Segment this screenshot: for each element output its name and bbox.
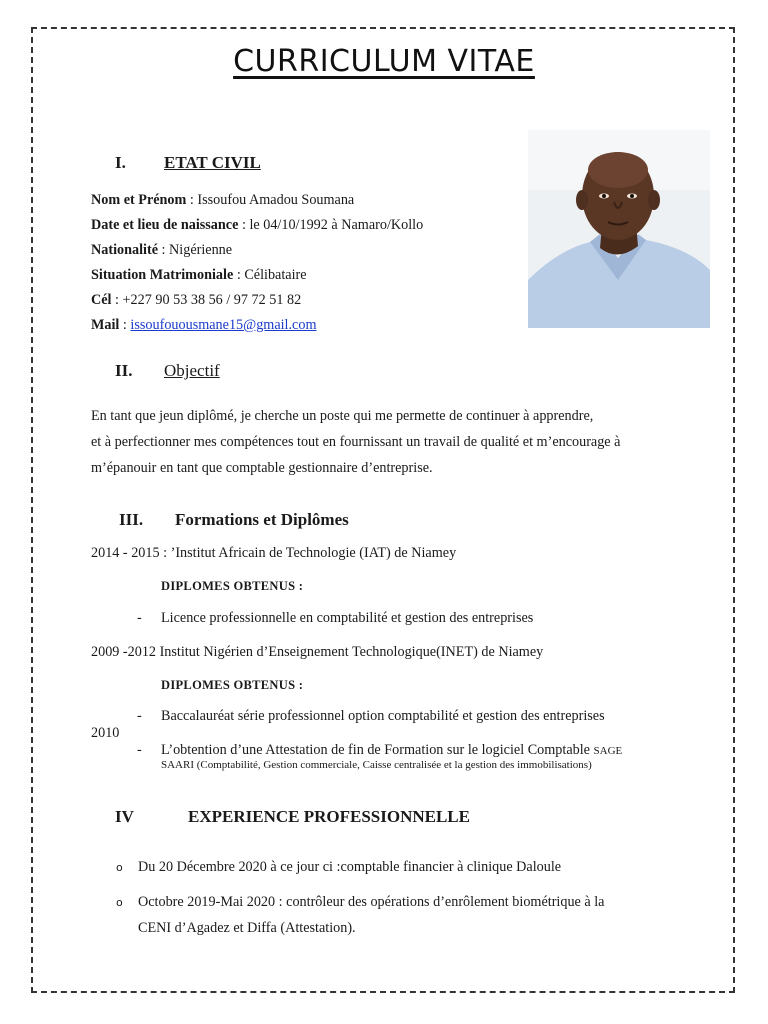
section-formations-title: Formations et Diplômes [175, 510, 349, 529]
civil-row-nationality [91, 242, 232, 259]
section-experience-number: IV [115, 807, 134, 826]
diploma-item-text: L’obtention d’une Attestation de fin de Formation sur le logiciel Comptable [161, 742, 590, 758]
civil-value: Issoufou Amadou Soumana [197, 192, 355, 208]
list-dash: - [137, 708, 142, 724]
objectif-line: m’épanouir en tant que comptable gestionnaire d’entreprise. [91, 460, 433, 476]
civil-label: Mail [91, 317, 120, 333]
civil-value: +227 90 53 38 56 / 97 72 51 82 [122, 292, 302, 308]
civil-sep: : [111, 292, 123, 308]
civil-sep: : [119, 317, 131, 333]
year-label: 2010 [91, 725, 120, 741]
civil-sep: : [186, 192, 198, 208]
diplomes-label: DIPLOMES OBTENUS : [161, 678, 304, 692]
civil-row-birth [91, 217, 423, 234]
civil-label: Nom et Prénom [91, 192, 187, 208]
list-dash: - [137, 742, 142, 758]
list-dash: - [137, 610, 142, 626]
section-formations-number: III. [119, 510, 144, 529]
civil-row-marital [91, 267, 307, 284]
civil-value: le 04/10/1992 à Namaro/Kollo [249, 217, 424, 233]
diploma-item: Licence professionnelle en comptabilité et gestion des entreprises [161, 610, 534, 626]
diploma-item-sage: SAGE [593, 745, 623, 757]
civil-label: Situation Matrimoniale [91, 267, 234, 283]
experience-item-continued: CENI d’Agadez et Diffa (Attestation). [138, 920, 356, 936]
diploma-item: Baccalauréat série professionnel option comptabilité et gestion des entreprises [161, 708, 605, 724]
bullet-icon: o [116, 861, 123, 874]
diploma-item-detail: SAARI (Comptabilité, Gestion commerciale, Caisse centralisée et la gestion des immobilisations) [161, 759, 592, 771]
experience-item: Du 20 Décembre 2020 à ce jour ci :comptable financier à clinique Daloule [138, 859, 562, 875]
section-objectif-number: II. [115, 361, 133, 380]
civil-label: Date et lieu de naissance [91, 217, 239, 233]
diplomes-label: DIPLOMES OBTENUS : [161, 579, 304, 593]
bullet-icon: o [116, 896, 123, 909]
diploma-item [161, 742, 622, 759]
civil-label: Cél [91, 292, 112, 308]
experience-item: Octobre 2019-Mai 2020 : contrôleur des opérations d’enrôlement biométrique à la [138, 894, 605, 910]
civil-row-name [91, 192, 354, 209]
civil-sep: : [158, 242, 170, 258]
section-experience-title: EXPERIENCE PROFESSIONNELLE [188, 807, 470, 826]
profile-photo [528, 130, 710, 328]
civil-label: Nationalité [91, 242, 158, 258]
objectif-line: En tant que jeun diplômé, je cherche un poste qui me permette de continuer à apprendre, [91, 408, 594, 424]
civil-value: Célibataire [244, 267, 307, 283]
section-etat-civil-title: ETAT CIVIL [164, 153, 261, 172]
civil-sep: : [238, 217, 250, 233]
email-link[interactable]: issoufouousmane15@gmail.com [130, 317, 317, 333]
section-objectif-title: Objectif [164, 361, 220, 380]
section-etat-civil-number: I. [115, 153, 126, 172]
civil-row-mail [91, 317, 316, 334]
civil-value: Nigérienne [169, 242, 233, 258]
objectif-line: et à perfectionner mes compétences tout en fournissant un travail de qualité et m’encourage à [91, 434, 621, 450]
civil-sep: : [233, 267, 245, 283]
civil-row-phone [91, 292, 301, 309]
document-title: CURRICULUM VITAE [233, 44, 535, 79]
formation-entry-iat: 2014 - 2015 : ’Institut Africain de Technologie (IAT) de Niamey [91, 545, 457, 561]
formation-entry-inet: 2009 -2012 Institut Nigérien d’Enseignement Technologique(INET) de Niamey [91, 644, 544, 660]
